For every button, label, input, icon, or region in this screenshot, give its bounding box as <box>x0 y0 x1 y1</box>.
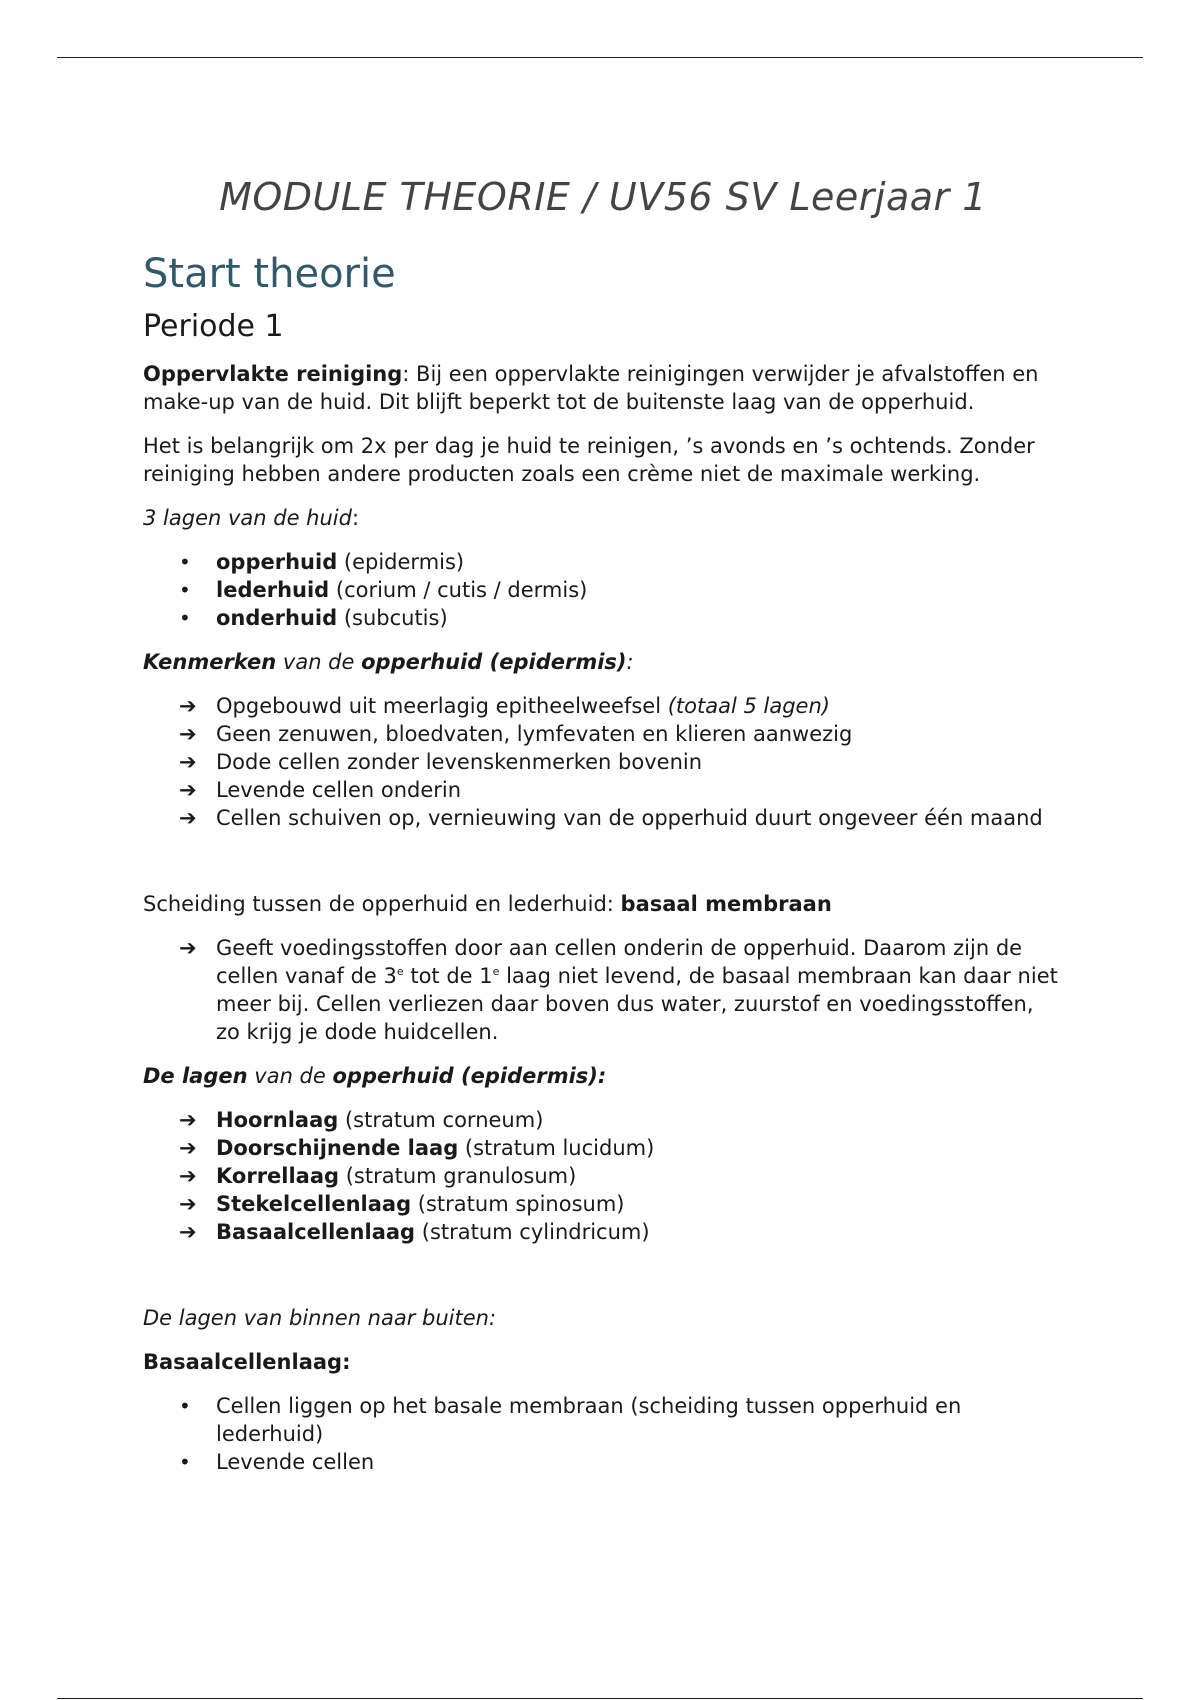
list-text: Cellen schuiven op, vernieuwing van de opperhuid duurt ongeveer één maand <box>216 806 1043 830</box>
intro-paragraph <box>143 360 1063 416</box>
basaal-heading-text: Basaalcellenlaag: <box>143 1350 351 1374</box>
list-item <box>143 692 1063 720</box>
skin-layers-label-text: 3 lagen van de huid <box>143 506 352 530</box>
list-item <box>143 548 1063 576</box>
list-detail: (stratum corneum) <box>338 1108 544 1132</box>
basaal-list <box>143 1392 1063 1476</box>
list-item <box>143 1106 1063 1134</box>
superscript: e <box>396 965 404 978</box>
sub-heading: Periode 1 <box>143 309 284 344</box>
list-text: Levende cellen onderin <box>216 778 462 802</box>
arrow-right-icon: ➔ <box>179 1136 197 1160</box>
list-term: onderhuid <box>216 606 338 630</box>
list-item <box>143 576 1063 604</box>
membraan-text-1: Geeft voedingsstoffen door aan cellen onderin de opperhuid. Daarom zijn de cellen vanaf de 3 <box>216 936 1023 988</box>
lagen-heading-c: opperhuid (epidermis): <box>332 1064 607 1088</box>
list-detail: (subcutis) <box>337 606 448 630</box>
kenmerken-heading-c: opperhuid (epidermis) <box>361 650 627 674</box>
list-item <box>143 934 1063 1046</box>
skin-layers-list <box>143 548 1063 632</box>
list-italic: (totaal 5 lagen) <box>667 694 830 718</box>
list-item <box>143 1162 1063 1190</box>
arrow-right-icon: ➔ <box>179 1164 197 1188</box>
list-text: Dode cellen zonder levenskenmerken bovenin <box>216 750 703 774</box>
kenmerken-list <box>143 692 1063 832</box>
list-item <box>143 1190 1063 1218</box>
membraan-list <box>143 934 1063 1046</box>
list-item <box>143 720 1063 748</box>
skin-layers-label <box>143 504 1063 532</box>
superscript: e <box>492 965 500 978</box>
list-term: Doorschijnende laag <box>216 1136 459 1160</box>
kenmerken-heading <box>143 648 1063 676</box>
arrow-right-icon: ➔ <box>179 806 197 830</box>
arrow-right-icon: ➔ <box>179 1108 197 1132</box>
list-term: opperhuid <box>216 550 338 574</box>
list-text: Cellen liggen op het basale membraan (scheiding tussen opperhuid en lederhuid) <box>216 1394 962 1446</box>
list-item <box>143 1392 1063 1448</box>
list-term: Hoornlaag <box>216 1108 339 1132</box>
kenmerken-heading-b: van de <box>276 650 362 674</box>
list-detail: (stratum granulosum) <box>339 1164 577 1188</box>
kenmerken-heading-a: Kenmerken <box>143 650 277 674</box>
arrow-right-icon: ➔ <box>179 1192 197 1216</box>
bullet-icon: • <box>179 578 191 602</box>
list-term: Korrellaag <box>216 1164 340 1188</box>
list-detail: (stratum lucidum) <box>458 1136 655 1160</box>
lagen-heading <box>143 1062 1063 1090</box>
list-item <box>143 604 1063 632</box>
list-item <box>143 1134 1063 1162</box>
basaal-heading <box>143 1348 1063 1376</box>
binnen-buiten-text: De lagen van binnen naar buiten: <box>143 1306 497 1330</box>
spacer <box>143 848 1063 890</box>
list-text: Opgebouwd uit meerlagig epitheelweefsel <box>216 694 668 718</box>
list-term: Basaalcellenlaag <box>216 1220 416 1244</box>
section-heading: Start theorie <box>143 251 396 297</box>
intro-text: : Bij een oppervlakte reinigingen verwijder je afvalstoffen en make-up van de huid. Dit blijft beperkt tot de buitenste laag van de opperhuid. <box>143 362 1039 414</box>
spacer <box>143 1262 1063 1304</box>
membraan-text-3: laag niet levend, de basaal membraan kan daar niet meer bij. Cellen verliezen daar boven dus water, zuurstof en voedingsstoffen, zo krijg je dode huidcellen. <box>216 964 1058 1044</box>
scheiding-bold: basaal membraan <box>620 892 832 916</box>
scheiding-paragraph <box>143 890 1063 918</box>
intro-term: Oppervlakte reiniging <box>143 362 403 386</box>
binnen-buiten-label <box>143 1304 1063 1332</box>
list-item <box>143 1218 1063 1246</box>
list-text: Geen zenuwen, bloedvaten, lymfevaten en klieren aanwezig <box>216 722 853 746</box>
kenmerken-heading-d: : <box>626 650 634 674</box>
list-detail: (corium / cutis / dermis) <box>329 578 588 602</box>
cleaning-paragraph: Het is belangrijk om 2x per dag je huid te reinigen, ’s avonds en ’s ochtends. Zonder reiniging hebben andere producten zoals een crème niet de maximale werking. <box>143 434 1035 486</box>
scheiding-text: Scheiding tussen de opperhuid en lederhuid: <box>143 892 621 916</box>
list-item <box>143 804 1063 832</box>
arrow-right-icon: ➔ <box>179 750 197 774</box>
arrow-right-icon: ➔ <box>179 694 197 718</box>
document-title: MODULE THEORIE / UV56 SV Leerjaar 1 <box>219 175 987 219</box>
arrow-right-icon: ➔ <box>179 722 197 746</box>
lagen-heading-a: De lagen <box>143 1064 248 1088</box>
list-term: Stekelcellenlaag <box>216 1192 412 1216</box>
bullet-icon: • <box>179 550 191 574</box>
bullet-icon: • <box>179 1394 191 1418</box>
skin-layers-colon: : <box>351 506 360 530</box>
list-detail: (epidermis) <box>337 550 465 574</box>
membraan-text-2: tot de 1 <box>403 964 493 988</box>
lagen-list <box>143 1106 1063 1246</box>
list-term: lederhuid <box>216 578 330 602</box>
arrow-right-icon: ➔ <box>179 1220 197 1244</box>
arrow-right-icon: ➔ <box>179 778 197 802</box>
list-text: Levende cellen <box>216 1450 375 1474</box>
footer-rule <box>57 1698 1143 1699</box>
bullet-icon: • <box>179 606 191 630</box>
arrow-right-icon: ➔ <box>179 936 197 960</box>
list-detail: (stratum cylindricum) <box>415 1220 650 1244</box>
bullet-icon: • <box>179 1450 191 1474</box>
list-detail: (stratum spinosum) <box>411 1192 625 1216</box>
list-item <box>143 776 1063 804</box>
list-item <box>143 1448 1063 1476</box>
document-body <box>143 175 1063 1492</box>
lagen-heading-b: van de <box>247 1064 333 1088</box>
list-item <box>143 748 1063 776</box>
header-rule <box>57 57 1143 58</box>
